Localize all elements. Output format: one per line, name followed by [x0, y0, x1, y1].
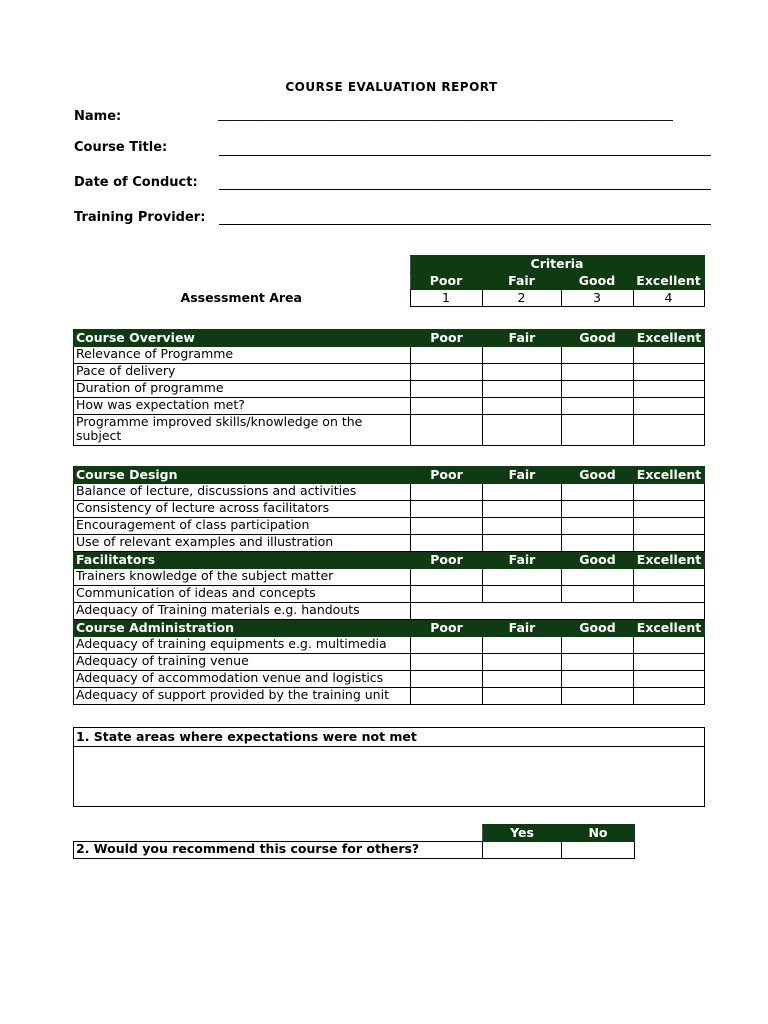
- no-header: No: [562, 825, 635, 842]
- criteria-heading: Criteria: [410, 256, 704, 273]
- header-fair: Fair: [483, 620, 562, 637]
- table-row: [74, 586, 705, 603]
- rating-cell[interactable]: [562, 381, 634, 398]
- rating-cell[interactable]: [483, 501, 562, 518]
- rating-cell[interactable]: [483, 654, 562, 671]
- table-row: [74, 415, 705, 446]
- course-design-table: [73, 466, 705, 705]
- legend-score-3: 3: [561, 290, 633, 307]
- question2-label: 2. Would you recommend this course for others?: [74, 842, 483, 859]
- rating-cell[interactable]: [562, 415, 634, 446]
- rating-cell[interactable]: [483, 415, 562, 446]
- rating-cell[interactable]: [634, 398, 705, 415]
- rating-cell[interactable]: [411, 654, 483, 671]
- rating-cell[interactable]: [411, 586, 483, 603]
- legend-poor: Poor: [410, 273, 482, 290]
- item-label: Encouragement of class participation: [74, 518, 411, 535]
- legend-score-4: 4: [633, 290, 704, 307]
- rating-cell[interactable]: [562, 364, 634, 381]
- header-poor: Poor: [411, 620, 483, 637]
- rating-cell[interactable]: [411, 347, 483, 364]
- header-excellent: Excellent: [634, 620, 705, 637]
- rating-cell[interactable]: [634, 501, 705, 518]
- rating-cell[interactable]: [634, 415, 705, 446]
- item-label: Adequacy of training venue: [74, 654, 411, 671]
- legend-good: Good: [561, 273, 633, 290]
- header-poor: Poor: [411, 552, 483, 569]
- rating-cell[interactable]: [562, 347, 634, 364]
- rating-cell[interactable]: [411, 637, 483, 654]
- course-title-field[interactable]: [219, 155, 711, 156]
- rating-cell[interactable]: [483, 518, 562, 535]
- table-row: [74, 347, 705, 364]
- question1-answer-area[interactable]: [74, 747, 704, 807]
- rating-cell[interactable]: [483, 671, 562, 688]
- rating-cell[interactable]: [634, 381, 705, 398]
- header-good: Good: [562, 620, 634, 637]
- no-answer-cell[interactable]: [562, 842, 635, 859]
- legend-excellent: Excellent: [633, 273, 704, 290]
- item-label: Duration of programme: [74, 381, 411, 398]
- rating-cell[interactable]: [562, 501, 634, 518]
- question1-box: [73, 727, 705, 807]
- rating-cell[interactable]: [634, 518, 705, 535]
- rating-cell[interactable]: [562, 586, 634, 603]
- name-field[interactable]: ______________________________________________________________________: [218, 107, 673, 122]
- rating-cell[interactable]: [562, 535, 634, 552]
- header-fair: Fair: [483, 552, 562, 569]
- rating-cell[interactable]: [411, 518, 483, 535]
- rating-cell[interactable]: [411, 415, 483, 446]
- item-label: Trainers knowledge of the subject matter: [74, 569, 411, 586]
- rating-cell[interactable]: [634, 671, 705, 688]
- header-good: Good: [562, 330, 634, 347]
- item-label: Use of relevant examples and illustration: [74, 535, 411, 552]
- date-of-conduct-label: Date of Conduct:: [74, 175, 198, 190]
- item-label: Programme improved skills/knowledge on the subject: [74, 415, 411, 446]
- table-row: [74, 484, 705, 501]
- rating-cell[interactable]: [634, 364, 705, 381]
- legend-score-1: 1: [410, 290, 482, 307]
- rating-cell[interactable]: [411, 398, 483, 415]
- item-label: Adequacy of accommodation venue and logistics: [74, 671, 411, 688]
- item-label: Consistency of lecture across facilitators: [74, 501, 411, 518]
- rating-cell[interactable]: [634, 484, 705, 501]
- rating-cell[interactable]: [411, 501, 483, 518]
- table-row: [74, 603, 705, 620]
- rating-cell[interactable]: [562, 671, 634, 688]
- header-fair: Fair: [483, 330, 562, 347]
- item-label: How was expectation met?: [74, 398, 411, 415]
- training-provider-field[interactable]: [219, 224, 711, 225]
- rating-cell[interactable]: [483, 688, 562, 705]
- header-good: Good: [562, 552, 634, 569]
- course-overview-table: [73, 329, 705, 446]
- item-label: Adequacy of training equipments e.g. multimedia: [74, 637, 411, 654]
- rating-cell[interactable]: [483, 347, 562, 364]
- rating-cell[interactable]: [411, 688, 483, 705]
- legend-score-2: 2: [482, 290, 561, 307]
- rating-cell[interactable]: [562, 637, 634, 654]
- rating-cell[interactable]: [411, 364, 483, 381]
- rating-cell[interactable]: [483, 398, 562, 415]
- rating-cell-merged[interactable]: [411, 603, 705, 620]
- header-poor: Poor: [411, 467, 483, 484]
- table-row: [74, 654, 705, 671]
- rating-cell[interactable]: [562, 398, 634, 415]
- course-title-label: Course Title:: [74, 140, 168, 155]
- section-title: Course Overview: [74, 330, 411, 347]
- table-row: [74, 671, 705, 688]
- rating-cell[interactable]: [483, 381, 562, 398]
- date-of-conduct-field[interactable]: [219, 189, 711, 190]
- table-row: [74, 842, 635, 859]
- administration-header: [74, 620, 705, 637]
- training-provider-label: Training Provider:: [74, 210, 206, 225]
- yes-header: Yes: [483, 825, 562, 842]
- rating-cell[interactable]: [634, 654, 705, 671]
- rating-cell[interactable]: [562, 688, 634, 705]
- table-row: [74, 398, 705, 415]
- item-label: Pace of delivery: [74, 364, 411, 381]
- rating-cell[interactable]: [483, 535, 562, 552]
- name-label: Name:: [74, 109, 122, 124]
- header-excellent: Excellent: [634, 330, 705, 347]
- assessment-area-label: Assessment Area: [180, 290, 302, 305]
- item-label: Relevance of Programme: [74, 347, 411, 364]
- item-label: Communication of ideas and concepts: [74, 586, 411, 603]
- header-poor: Poor: [411, 330, 483, 347]
- rating-cell[interactable]: [634, 688, 705, 705]
- table-row: [74, 501, 705, 518]
- rating-cell[interactable]: [634, 569, 705, 586]
- rating-cell[interactable]: [562, 484, 634, 501]
- rating-cell[interactable]: [483, 569, 562, 586]
- section-title: Course Design: [74, 467, 411, 484]
- rating-cell[interactable]: [483, 637, 562, 654]
- rating-cell[interactable]: [562, 518, 634, 535]
- rating-cell[interactable]: [562, 654, 634, 671]
- header-good: Good: [562, 467, 634, 484]
- yes-answer-cell[interactable]: [483, 842, 562, 859]
- rating-cell[interactable]: [634, 347, 705, 364]
- rating-cell[interactable]: [411, 671, 483, 688]
- rating-cell[interactable]: [411, 569, 483, 586]
- rating-cell[interactable]: [411, 381, 483, 398]
- rating-cell[interactable]: [483, 586, 562, 603]
- criteria-legend-table: [73, 255, 705, 307]
- section-title: Facilitators: [74, 552, 411, 569]
- item-label: Adequacy of support provided by the training unit: [74, 688, 411, 705]
- table-row: [74, 637, 705, 654]
- report-title: COURSE EVALUATION REPORT: [285, 80, 498, 94]
- legend-fair: Fair: [482, 273, 561, 290]
- rating-cell[interactable]: [634, 586, 705, 603]
- rating-cell[interactable]: [411, 535, 483, 552]
- header-fair: Fair: [483, 467, 562, 484]
- recommend-table: [73, 824, 635, 859]
- rating-cell[interactable]: [634, 637, 705, 654]
- rating-cell[interactable]: [562, 569, 634, 586]
- table-row: [74, 364, 705, 381]
- question1-label: 1. State areas where expectations were not met: [74, 728, 704, 747]
- rating-cell[interactable]: [634, 535, 705, 552]
- facilitators-header: [74, 552, 705, 569]
- header-excellent: Excellent: [634, 467, 705, 484]
- item-label: Balance of lecture, discussions and activities: [74, 484, 411, 501]
- table-row: [74, 518, 705, 535]
- table-row: [74, 569, 705, 586]
- item-label: Adequacy of Training materials e.g. handouts: [74, 603, 411, 620]
- rating-cell[interactable]: [411, 484, 483, 501]
- table-row: [74, 688, 705, 705]
- rating-cell[interactable]: [483, 484, 562, 501]
- rating-cell[interactable]: [483, 364, 562, 381]
- section-title: Course Administration: [74, 620, 411, 637]
- table-row: [74, 535, 705, 552]
- header-excellent: Excellent: [634, 552, 705, 569]
- table-row: [74, 381, 705, 398]
